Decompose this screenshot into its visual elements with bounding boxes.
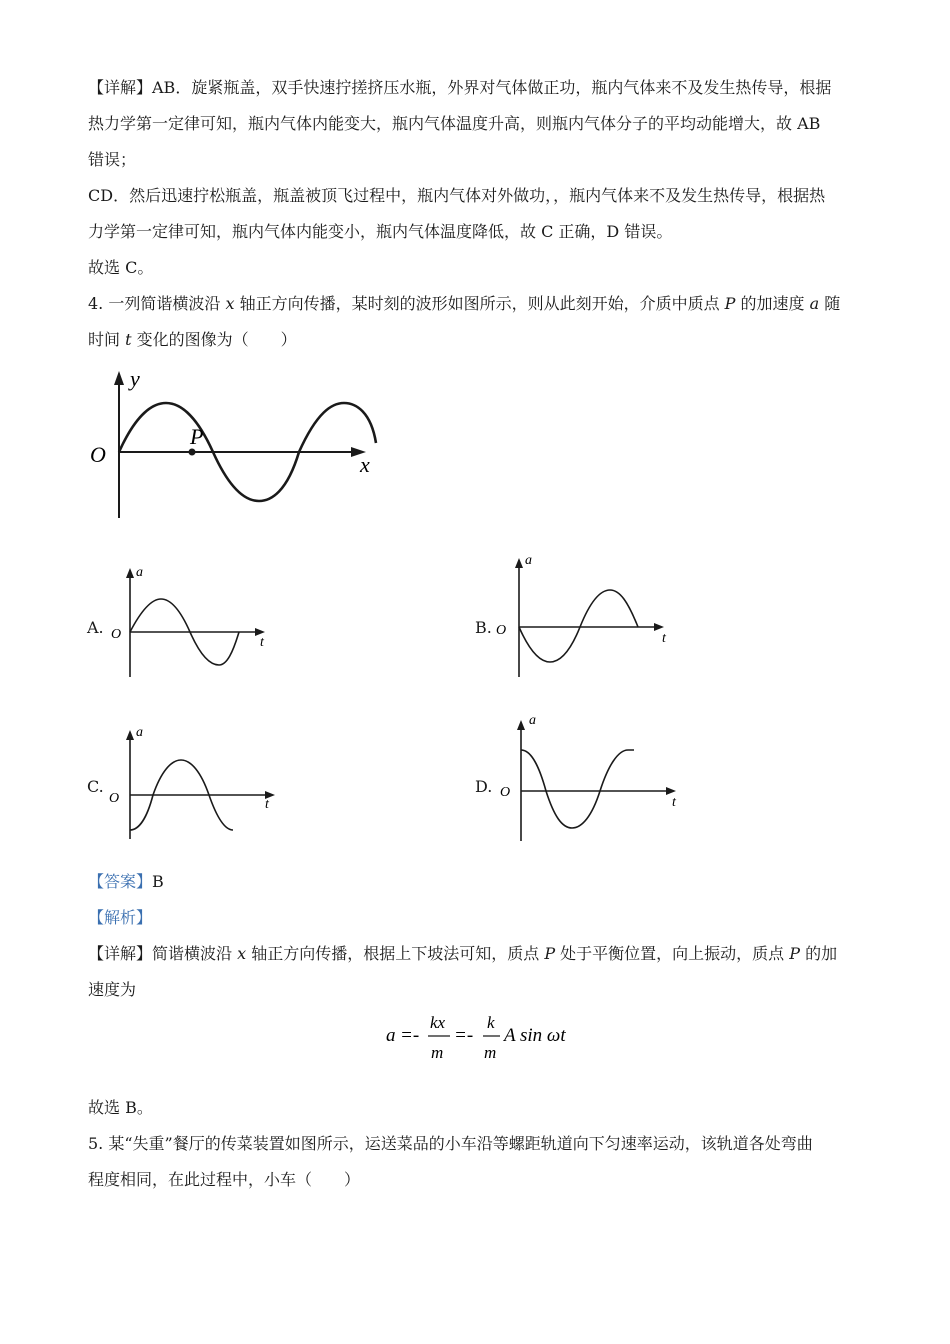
svg-text:O: O: [500, 785, 511, 800]
option-b-curve: [519, 590, 638, 662]
q3-detail-line-5: 力学第一定律可知，瓶内气体内能变小，瓶内气体温度降低，故 C 正确，D 错误。: [88, 222, 673, 241]
svg-text:m: m: [431, 1043, 444, 1062]
closing-section: [88, 1090, 868, 1198]
wave-figure: [86, 368, 386, 523]
svg-text:A sin ωt: A sin ωt: [504, 1025, 566, 1046]
option-c-graph: [105, 722, 285, 842]
svg-text:m: m: [484, 1043, 497, 1062]
svg-text:=-: =-: [400, 1025, 420, 1046]
q4-detail-line-1: 【详解】简谐横波沿 x 轴正方向传播，根据上下坡法可知，质点 P 处于平衡位置，向上振动，质点 P 的加: [88, 944, 838, 963]
svg-text:t: t: [265, 797, 269, 812]
option-a-label[interactable]: A.: [87, 618, 104, 637]
svg-text:a: a: [136, 565, 143, 580]
svg-text:=-: =-: [454, 1025, 474, 1046]
answer-tag: 【答案】: [88, 872, 153, 891]
wave-y-label: y: [130, 368, 140, 391]
q5-stem-line-1: 5. 某“失重”餐厅的传菜装置如图所示，运送菜品的小车沿等螺距轨道向下匀速率运动，该轨道各处弯曲: [88, 1134, 813, 1153]
q4-stem-line-2: 时间 t 变化的图像为（ ）: [88, 330, 297, 349]
svg-text:O: O: [496, 623, 507, 638]
option-b-graph: [494, 548, 674, 680]
point-p-dot: [189, 449, 196, 456]
option-d-graph: [496, 708, 686, 844]
svg-text:t: t: [672, 795, 676, 810]
option-a-graph: [105, 562, 275, 680]
q4-stem-line-1: 4. 一列简谐横波沿 x 轴正方向传播，某时刻的波形如图所示，则从此刻开始，介质中质点 P 的加速度 a 随: [88, 294, 841, 313]
acceleration-formula: [380, 1010, 580, 1066]
option-c-label[interactable]: C.: [87, 777, 104, 796]
q4-conclusion: 故选 B。: [88, 1098, 153, 1117]
q3-detail-line-4: CD．然后迅速拧松瓶盖，瓶盖被顶飞过程中，瓶内气体对外做功，，瓶内气体来不及发生热传导，根据热: [88, 186, 826, 205]
option-d-curve: [521, 750, 634, 828]
analysis-tag: 【解析】: [88, 908, 153, 927]
document-body: [88, 70, 868, 358]
wave-point-p-label: P: [190, 424, 204, 449]
wave-x-label: x: [360, 452, 370, 477]
option-d-label[interactable]: D.: [475, 777, 493, 796]
q5-stem-line-2: 程度相同，在此过程中，小车（ ）: [88, 1170, 361, 1189]
q3-detail-line-2: 热力学第一定律可知，瓶内气体内能变大，瓶内气体温度升高，则瓶内气体分子的平均动能增大，故 AB: [88, 114, 821, 133]
svg-text:O: O: [109, 791, 120, 806]
q4-detail-line-2: 速度为: [88, 980, 137, 999]
svg-text:a: a: [525, 553, 532, 568]
svg-text:O: O: [111, 627, 122, 642]
answer-value: B: [152, 872, 164, 891]
svg-text:k: k: [487, 1013, 495, 1032]
q3-detail-line-1: 【详解】AB．旋紧瓶盖，双手快速拧搓挤压水瓶，外界对气体做正功，瓶内气体来不及发生热传导，根据: [88, 78, 832, 97]
q3-conclusion: 故选 C。: [88, 258, 154, 277]
wave-origin-label: O: [90, 442, 106, 467]
q3-detail-line-3: 错误；: [88, 150, 137, 169]
answer-line: [88, 864, 868, 900]
answer-section: [88, 864, 868, 1008]
svg-text:a: a: [136, 725, 143, 740]
svg-text:a: a: [529, 713, 536, 728]
svg-text:a: a: [386, 1025, 396, 1046]
svg-text:kx: kx: [430, 1013, 446, 1032]
svg-text:t: t: [662, 631, 666, 646]
option-b-label[interactable]: B.: [475, 618, 492, 637]
svg-text:t: t: [260, 635, 264, 650]
